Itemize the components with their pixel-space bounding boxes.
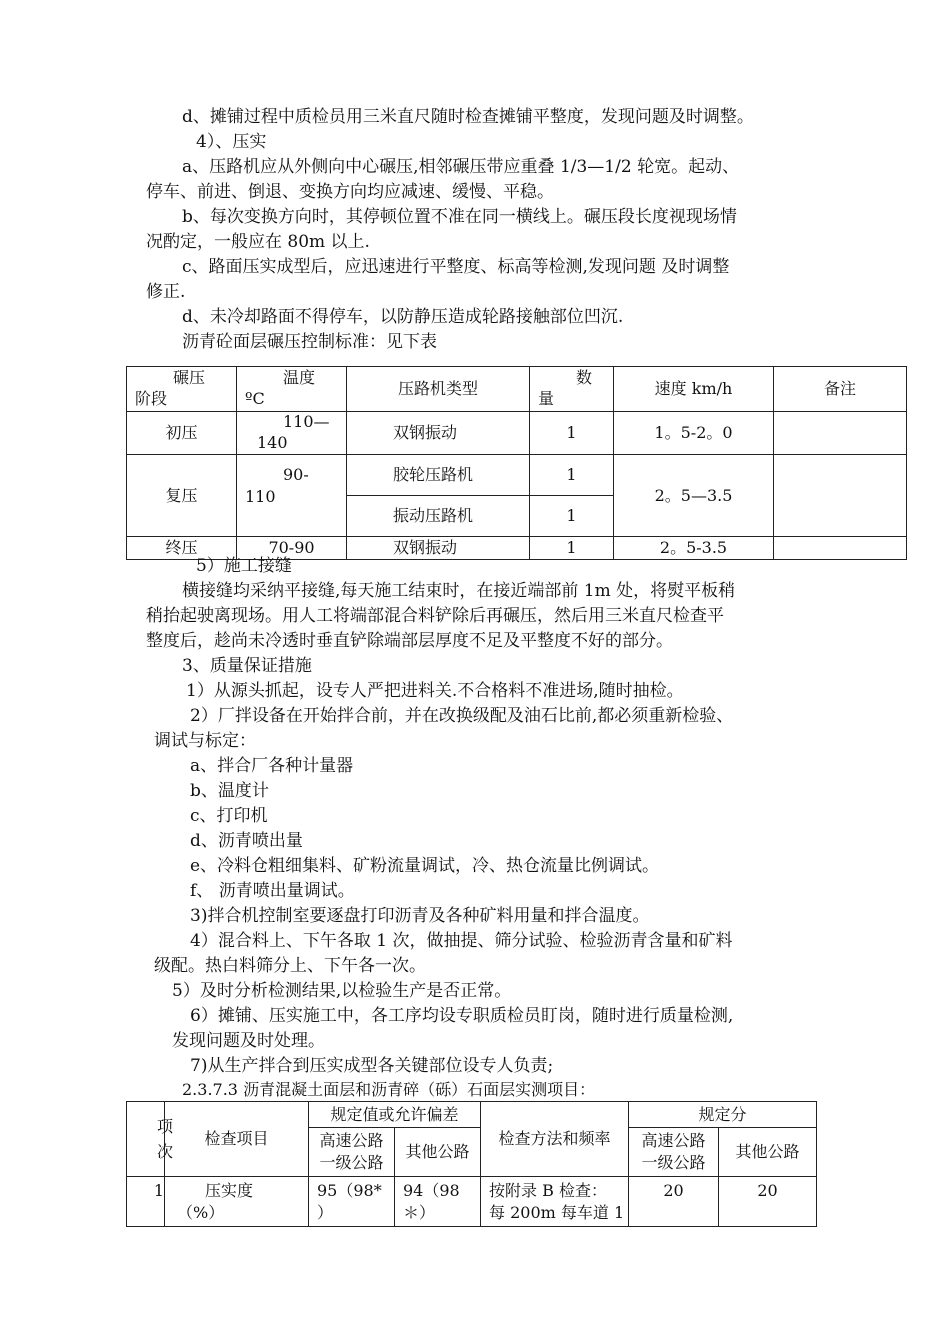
check-method-cell: 按附录 B 检查： 每 200m 每车道 1: [481, 1177, 629, 1227]
header-score-other-road: 其他公路: [719, 1128, 817, 1177]
paragraph-line: 发现问题及时处理。: [172, 1031, 325, 1051]
speed-cell: 1。5-2。0: [614, 412, 774, 455]
header-remark: 备注: [774, 367, 907, 412]
item-number-cell: 1: [127, 1177, 165, 1227]
header-score-highway: 高速公路 一级公路: [629, 1128, 719, 1177]
remark-cell: [774, 537, 907, 560]
header-roller-type: 压路机类型: [347, 367, 530, 412]
paragraph-line: 停车、前进、倒退、变换方向均应减速、缓慢、平稳。: [146, 182, 554, 202]
paragraph-line: 修正.: [146, 282, 186, 302]
paragraph-line: 3)拌合机控制室要逐盘打印沥青及各种矿料用量和拌合温度。: [190, 906, 650, 926]
temperature-cell: 90- 110: [237, 455, 347, 537]
speed-cell: 2。5-3.5: [614, 537, 774, 560]
paragraph-line: 况酌定，一般应在 80m 以上.: [146, 232, 370, 252]
paragraph-line: a、压路机应从外侧向中心碾压,相邻碾压带应重叠 1/3—1/2 轮宽。起动、: [182, 157, 740, 177]
paragraph-line: 7)从生产拌合到压实成型各关键部位设专人负责;: [190, 1056, 554, 1076]
list-item: e、冷料仓粗细集料、矿粉流量调试，冷、热仓流量比例调试。: [190, 856, 660, 876]
roller-type-cell: 振动压路机: [347, 496, 530, 537]
header-speed: 速度 km/h: [614, 367, 774, 412]
paragraph-line: 4）混合料上、下午各取 1 次，做抽提、筛分试验、检验沥青含量和矿料: [190, 931, 733, 951]
header-highway: 高速公路 一级公路: [309, 1128, 395, 1177]
list-item: f、 沥青喷出量调试。: [190, 881, 355, 901]
header-temperature: 温度 ºC: [237, 367, 347, 412]
roller-type-cell: 胶轮压路机: [347, 455, 530, 496]
stage-cell: 复压: [127, 455, 237, 537]
section-heading: 4）、压实: [196, 132, 267, 152]
paragraph-line: 调试与标定：: [154, 731, 256, 751]
score-other-road-cell: 20: [719, 1177, 817, 1227]
highway-value-cell: 95（98* ）: [309, 1177, 395, 1227]
header-allowed-deviation: 规定值或允许偏差: [309, 1102, 481, 1128]
paragraph-line: 稍抬起驶离现场。用人工将端部混合料铲除后再碾压，然后用三米直尺检查平: [146, 606, 724, 626]
section-heading: 5）施工接缝: [196, 556, 292, 576]
section-heading: 3、质量保证措施: [182, 656, 312, 676]
table-caption: 2.3.7.3 沥青混凝土面层和沥青碎（砾）石面层实测项目：: [182, 1080, 596, 1099]
quantity-cell: 1: [530, 496, 614, 537]
measured-items-table: [126, 1101, 817, 1227]
compaction-control-table: [126, 366, 907, 560]
other-road-value-cell: 94（98 ＊）: [395, 1177, 481, 1227]
paragraph-line: 级配。热白料筛分上、下午各一次。: [154, 956, 426, 976]
paragraph-line: 1）从源头抓起，设专人严把进料关.不合格料不准进场,随时抽检。: [186, 681, 684, 701]
speed-cell: 2。5—3.5: [614, 455, 774, 537]
quantity-cell: 1: [530, 455, 614, 496]
header-check-item: 检查项目: [165, 1102, 309, 1177]
roller-type-cell: 双钢振动: [347, 537, 530, 560]
paragraph-line: d、摊铺过程中质检员用三米直尺随时检查摊铺平整度，发现问题及时调整。: [182, 107, 754, 127]
stage-cell: 终压: [127, 537, 237, 560]
roller-type-cell: 双钢振动: [347, 412, 530, 455]
paragraph-line: 5）及时分析检测结果,以检验生产是否正常。: [172, 981, 512, 1001]
temperature-cell: 70-90: [237, 537, 347, 560]
remark-cell: [774, 455, 907, 537]
paragraph-line: 横接缝均采纳平接缝,每天施工结束时，在接近端部前 1m 处，将熨平板稍: [182, 581, 736, 601]
quantity-cell: 1: [530, 537, 614, 560]
table-caption: 沥青砼面层碾压控制标准：见下表: [182, 332, 437, 352]
check-item-cell: 压实度 （%）: [165, 1177, 309, 1227]
paragraph-line: 2）厂拌设备在开始拌合前，并在改换级配及油石比前,都必须重新检验、: [190, 706, 734, 726]
list-item: d、沥青喷出量: [190, 831, 303, 851]
paragraph-line: c、路面压实成型后，应迅速进行平整度、标高等检测,发现问题 及时调整: [182, 257, 730, 277]
temperature-cell: 110— 140: [237, 412, 347, 455]
header-score: 规定分: [629, 1102, 817, 1128]
list-item: b、温度计: [190, 781, 269, 801]
score-highway-cell: 20: [629, 1177, 719, 1227]
header-stage: 碾压 阶段: [127, 367, 237, 412]
paragraph-line: d、未冷却路面不得停车，以防静压造成轮路接触部位凹沉.: [182, 307, 624, 327]
paragraph-line: 整度后，趁尚未冷透时垂直铲除端部层厚度不足及平整度不好的部分。: [146, 631, 673, 651]
header-other-road: 其他公路: [395, 1128, 481, 1177]
quantity-cell: 1: [530, 412, 614, 455]
list-item: c、打印机: [190, 806, 268, 826]
remark-cell: [774, 412, 907, 455]
list-item: a、拌合厂各种计量器: [190, 756, 354, 776]
stage-cell: 初压: [127, 412, 237, 455]
paragraph-line: b、每次变换方向时，其停顿位置不准在同一横线上。碾压段长度视现场情: [182, 207, 737, 227]
header-check-method: 检查方法和频率: [481, 1102, 629, 1177]
header-item-number: 项 次: [127, 1102, 165, 1177]
paragraph-line: 6）摊铺、压实施工中，各工序均设专职质检员盯岗，随时进行质量检测,: [190, 1006, 734, 1026]
header-quantity: 数 量: [530, 367, 614, 412]
